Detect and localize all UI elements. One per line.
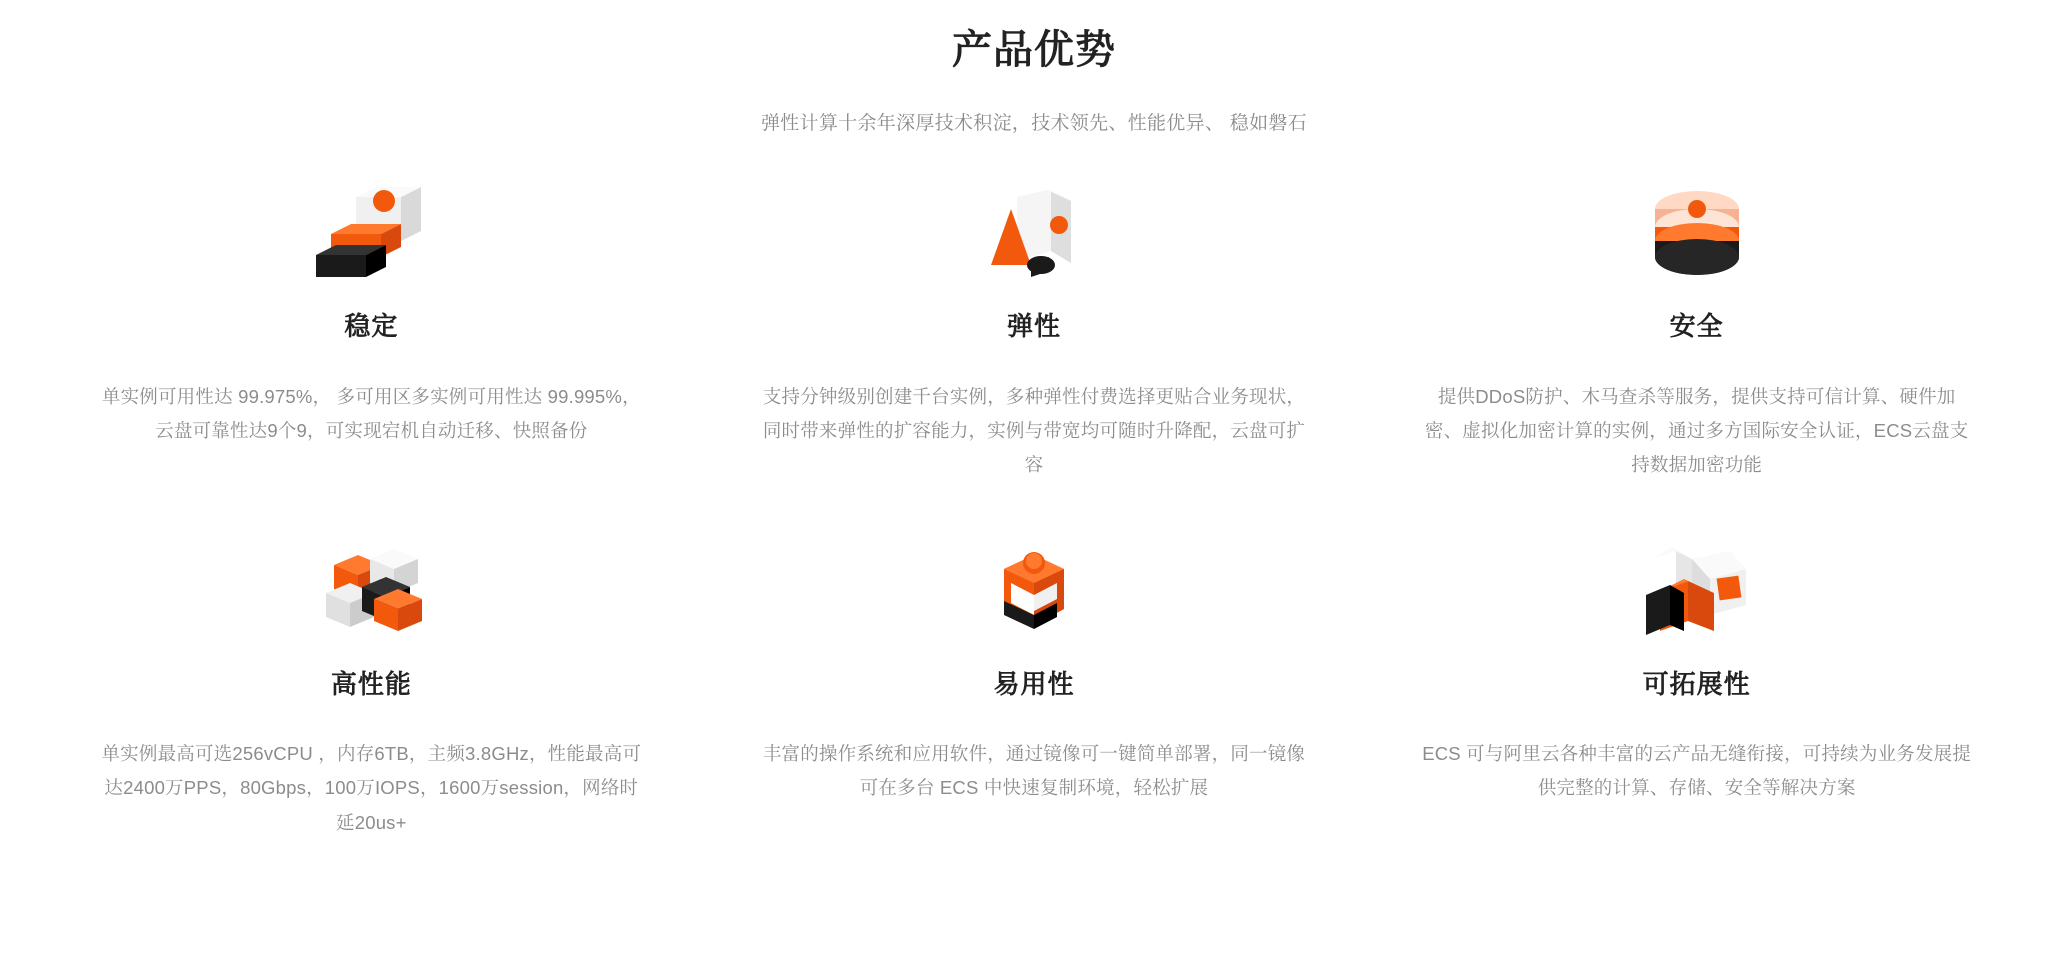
advantages-grid [0, 179, 2068, 858]
elasticity-3d-icon [954, 179, 1114, 294]
advantage-card-extensibility [1365, 537, 2028, 859]
page-subtitle: 弹性计算十余年深厚技术积淀，技术领先、性能优异、 稳如磐石 [761, 113, 1307, 134]
stability-3d-icon [291, 179, 451, 294]
security-3d-icon [1617, 179, 1777, 294]
usability-3d-icon [954, 537, 1114, 652]
page-header [0, 0, 2068, 135]
card-description: 单实例可用性达 99.975%， 多可用区多实例可用性达 99.995%，云盘可靠性达9个9，可实现宕机自动迁移、快照备份 [101, 385, 641, 441]
card-description: 支持分钟级别创建千台实例，多种弹性付费选择更贴合业务现状，同时带来弹性的扩容能力，实例与带宽均可随时升降配，云盘可扩容 [762, 385, 1306, 475]
advantage-card-performance [40, 537, 703, 859]
card-title: 可拓展性 [1642, 668, 1751, 699]
advantage-card-elasticity [703, 179, 1366, 501]
card-title: 安全 [1669, 311, 1724, 341]
card-description: ECS 可与阿里云各种丰富的云产品无缝衔接，可持续为业务发展提供完整的计算、存储、安全等解决方案 [1422, 743, 1972, 799]
card-title: 高性能 [330, 668, 412, 699]
advantage-card-stability [40, 179, 703, 501]
performance-3d-icon [291, 537, 451, 652]
card-description: 单实例最高可选256vCPU ，内存6TB，主频3.8GHz，性能最高可达2400万PPS，80Gbps，100万IOPS，1600万session，网络时延20us+ [101, 743, 642, 833]
card-description: 提供DDoS防护、木马查杀等服务，提供支持可信计算、硬件加密、虚拟化加密计算的实例，通过多方国际安全认证，ECS云盘支持数据加密功能 [1424, 385, 1969, 475]
card-title: 稳定 [344, 311, 399, 341]
card-description: 丰富的操作系统和应用软件，通过镜像可一键简单部署，同一镜像可在多台 ECS 中快速复制环境，轻松扩展 [762, 743, 1306, 799]
extensibility-3d-icon [1617, 537, 1777, 652]
advantage-card-security [1365, 179, 2028, 501]
page-title: 产品优势 [952, 28, 1116, 72]
advantage-card-usability [703, 537, 1366, 859]
card-title: 弹性 [1006, 311, 1061, 341]
card-title: 易用性 [993, 668, 1075, 699]
